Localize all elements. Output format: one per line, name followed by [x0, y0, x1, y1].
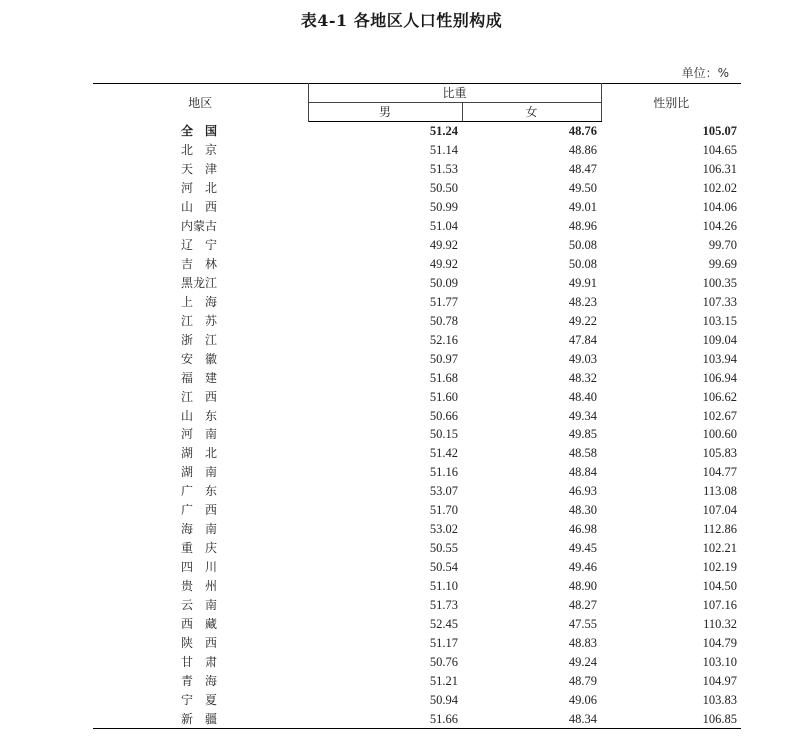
table-row: [93, 406, 741, 425]
sex-ratio-cell: 106.94: [702, 370, 738, 385]
table-row: [93, 387, 741, 406]
region-cell: 广 西: [181, 503, 218, 518]
female-share-cell: 49.91: [568, 275, 598, 290]
region-cell: 海 南: [181, 522, 218, 537]
sex-ratio-cell: 102.21: [702, 541, 738, 556]
table-row: [93, 671, 741, 690]
table-row: [93, 179, 741, 198]
female-share-cell: 49.34: [568, 408, 598, 423]
table-row: [93, 349, 741, 368]
female-share-cell: 50.08: [568, 257, 598, 272]
sex-ratio-cell: 104.50: [702, 578, 738, 593]
header-sex-ratio: 性别比: [601, 84, 741, 122]
unit-label: 单位：%: [681, 66, 729, 80]
table-row: [93, 482, 741, 501]
female-share-cell: 49.45: [568, 541, 598, 556]
table-row: [93, 425, 741, 444]
table-body: [93, 122, 741, 729]
table-row: [93, 368, 741, 387]
male-share-cell: 50.76: [429, 654, 458, 669]
female-share-cell: 48.47: [568, 162, 598, 177]
sex-ratio-cell: 104.79: [702, 635, 738, 650]
table-row: [93, 539, 741, 558]
sex-ratio-cell: 105.83: [702, 446, 738, 461]
region-cell: 江 西: [181, 389, 218, 404]
female-share-cell: 48.23: [568, 294, 598, 309]
table-row: [93, 255, 741, 274]
sex-ratio-cell: 103.94: [702, 351, 738, 366]
table-row: [93, 652, 741, 671]
female-share-cell: 48.90: [568, 578, 598, 593]
table-row: [93, 614, 741, 633]
male-share-cell: 51.53: [429, 162, 458, 177]
sex-ratio-cell: 102.19: [702, 560, 738, 575]
male-share-cell: 52.16: [429, 332, 458, 347]
region-cell: 河 南: [181, 427, 218, 442]
sex-ratio-cell: 103.15: [702, 313, 738, 328]
region-cell: 宁 夏: [181, 692, 218, 707]
table-row: [93, 595, 741, 614]
sex-ratio-cell: 100.60: [702, 427, 738, 442]
table-row: [93, 122, 741, 141]
sex-ratio-cell: 106.62: [702, 389, 738, 404]
region-cell: 江 苏: [181, 313, 218, 328]
male-share-cell: 51.77: [429, 294, 458, 309]
female-share-cell: 48.86: [568, 143, 598, 158]
male-share-cell: 50.66: [429, 408, 458, 423]
table-row: [93, 198, 741, 217]
region-cell: 吉 林: [181, 257, 218, 272]
region-cell: 陕 西: [181, 635, 218, 650]
region-cell: 云 南: [181, 597, 218, 612]
female-share-cell: 49.03: [568, 351, 598, 366]
page-title: 表4-1 各地区人口性别构成: [300, 11, 503, 30]
male-share-cell: 51.24: [429, 124, 458, 139]
region-cell: 甘 肃: [181, 654, 218, 669]
female-share-cell: 48.79: [568, 673, 598, 688]
sex-ratio-cell: 106.31: [702, 162, 738, 177]
female-share-cell: 49.50: [568, 181, 598, 196]
female-share-cell: 48.76: [568, 124, 598, 139]
region-cell: 河 北: [181, 181, 218, 196]
female-share-cell: 48.34: [462, 709, 601, 728]
female-share-cell: 49.24: [568, 654, 598, 669]
male-share-cell: 51.21: [429, 673, 458, 688]
male-share-cell: 52.45: [429, 616, 458, 631]
sex-ratio-cell: 100.35: [702, 275, 738, 290]
male-share-cell: 51.73: [429, 597, 458, 612]
sex-ratio-cell: 104.06: [702, 200, 738, 215]
male-share-cell: 50.99: [429, 200, 458, 215]
female-share-cell: 48.40: [568, 389, 598, 404]
region-cell: 西 藏: [181, 616, 218, 631]
female-share-cell: 50.08: [568, 238, 598, 253]
female-share-cell: 47.84: [568, 332, 598, 347]
female-share-cell: 48.27: [568, 597, 598, 612]
female-share-cell: 48.30: [568, 503, 598, 518]
region-cell: 贵 州: [181, 578, 218, 593]
male-share-cell: 51.60: [429, 389, 458, 404]
table-row: [93, 274, 741, 293]
table-row: [93, 501, 741, 520]
header-weight: 比重: [308, 84, 601, 103]
region-cell: 辽 宁: [181, 238, 218, 253]
table-row: [93, 633, 741, 652]
sex-ratio-cell: 112.86: [703, 522, 738, 537]
sex-ratio-cell: 104.97: [702, 673, 738, 688]
sex-ratio-cell: 102.02: [702, 181, 738, 196]
sex-ratio-cell: 107.16: [702, 597, 738, 612]
male-share-cell: 50.55: [429, 541, 458, 556]
female-share-cell: 49.06: [568, 692, 598, 707]
region-cell: 浙 江: [181, 332, 218, 347]
female-share-cell: 47.55: [568, 616, 598, 631]
table-row: [93, 217, 741, 236]
sex-ratio-cell: 104.65: [702, 143, 738, 158]
header-female: 女: [462, 103, 601, 122]
region-cell: 内蒙古: [181, 219, 218, 234]
male-share-cell: 49.92: [429, 238, 458, 253]
sex-ratio-cell: 102.67: [702, 408, 738, 423]
male-share-cell: 50.15: [429, 427, 458, 442]
table-row: [93, 690, 741, 709]
sex-ratio-cell: 103.10: [702, 654, 738, 669]
male-share-cell: 50.09: [429, 275, 458, 290]
region-cell: 湖 北: [181, 446, 218, 461]
female-share-cell: 46.98: [568, 522, 598, 537]
female-share-cell: 49.46: [568, 560, 598, 575]
region-cell: 湖 南: [181, 465, 218, 480]
sex-ratio-cell: 105.07: [702, 124, 738, 139]
male-share-cell: 51.70: [429, 503, 458, 518]
table-row: [93, 292, 741, 311]
sex-ratio-cell: 99.69: [708, 257, 738, 272]
sex-ratio-cell: 109.04: [702, 332, 738, 347]
table-row: [93, 160, 741, 179]
female-share-cell: 48.58: [568, 446, 598, 461]
male-share-cell: 53.02: [429, 522, 458, 537]
male-share-cell: 51.68: [429, 370, 458, 385]
female-share-cell: 49.22: [568, 313, 598, 328]
sex-ratio-cell: 99.70: [708, 238, 738, 253]
table-row: [93, 330, 741, 349]
male-share-cell: 50.50: [429, 181, 458, 196]
female-share-cell: 48.32: [568, 370, 598, 385]
table-row: [93, 236, 741, 255]
male-share-cell: 53.07: [429, 484, 458, 499]
male-share-cell: 50.54: [429, 560, 458, 575]
male-share-cell: 51.14: [429, 143, 458, 158]
male-share-cell: 51.16: [429, 465, 458, 480]
table-row: [93, 141, 741, 160]
sex-composition-table: [93, 83, 741, 729]
sex-ratio-cell: 103.83: [702, 692, 738, 707]
sex-ratio-cell: 104.26: [702, 219, 738, 234]
region-cell: 广 东: [181, 484, 218, 499]
female-share-cell: 49.01: [568, 200, 598, 215]
region-cell: 青 海: [181, 673, 218, 688]
sex-ratio-cell: 110.32: [703, 616, 738, 631]
sex-ratio-cell: 104.77: [702, 465, 738, 480]
table-header: [93, 84, 741, 122]
region-cell: 山 西: [181, 200, 218, 215]
male-share-cell: 51.66: [308, 709, 462, 728]
header-region: 地区: [93, 84, 308, 122]
sex-ratio-cell: 106.85: [601, 709, 741, 728]
female-share-cell: 49.85: [568, 427, 598, 442]
sex-ratio-cell: 113.08: [703, 484, 738, 499]
male-share-cell: 51.10: [429, 578, 458, 593]
table-row: [93, 444, 741, 463]
region-cell: 天 津: [181, 162, 218, 177]
male-share-cell: 50.78: [429, 313, 458, 328]
region-cell: 四 川: [181, 560, 218, 575]
region-cell: 安 徽: [181, 351, 218, 366]
female-share-cell: 48.96: [568, 219, 598, 234]
region-cell: 黑龙江: [181, 275, 218, 290]
male-share-cell: 51.42: [429, 446, 458, 461]
table-row: [93, 709, 741, 728]
male-share-cell: 50.97: [429, 351, 458, 366]
table-row: [93, 558, 741, 577]
sex-ratio-cell: 107.33: [702, 294, 738, 309]
table-row: [93, 311, 741, 330]
region-cell: 福 建: [181, 370, 218, 385]
region-cell: 新 疆: [93, 709, 308, 728]
female-share-cell: 48.83: [568, 635, 598, 650]
table-row: [93, 520, 741, 539]
region-cell: 上 海: [181, 294, 218, 309]
table-row: [93, 463, 741, 482]
region-cell: 北 京: [181, 143, 218, 158]
female-share-cell: 46.93: [568, 484, 598, 499]
male-share-cell: 51.17: [429, 635, 458, 650]
region-cell: 山 东: [181, 408, 218, 423]
region-cell: 全 国: [181, 124, 218, 139]
table-row: [93, 577, 741, 596]
male-share-cell: 49.92: [429, 257, 458, 272]
region-cell: 重 庆: [181, 541, 218, 556]
male-share-cell: 50.94: [429, 692, 458, 707]
female-share-cell: 48.84: [568, 465, 598, 480]
sex-ratio-cell: 107.04: [702, 503, 738, 518]
male-share-cell: 51.04: [429, 219, 458, 234]
header-male: 男: [308, 103, 462, 122]
